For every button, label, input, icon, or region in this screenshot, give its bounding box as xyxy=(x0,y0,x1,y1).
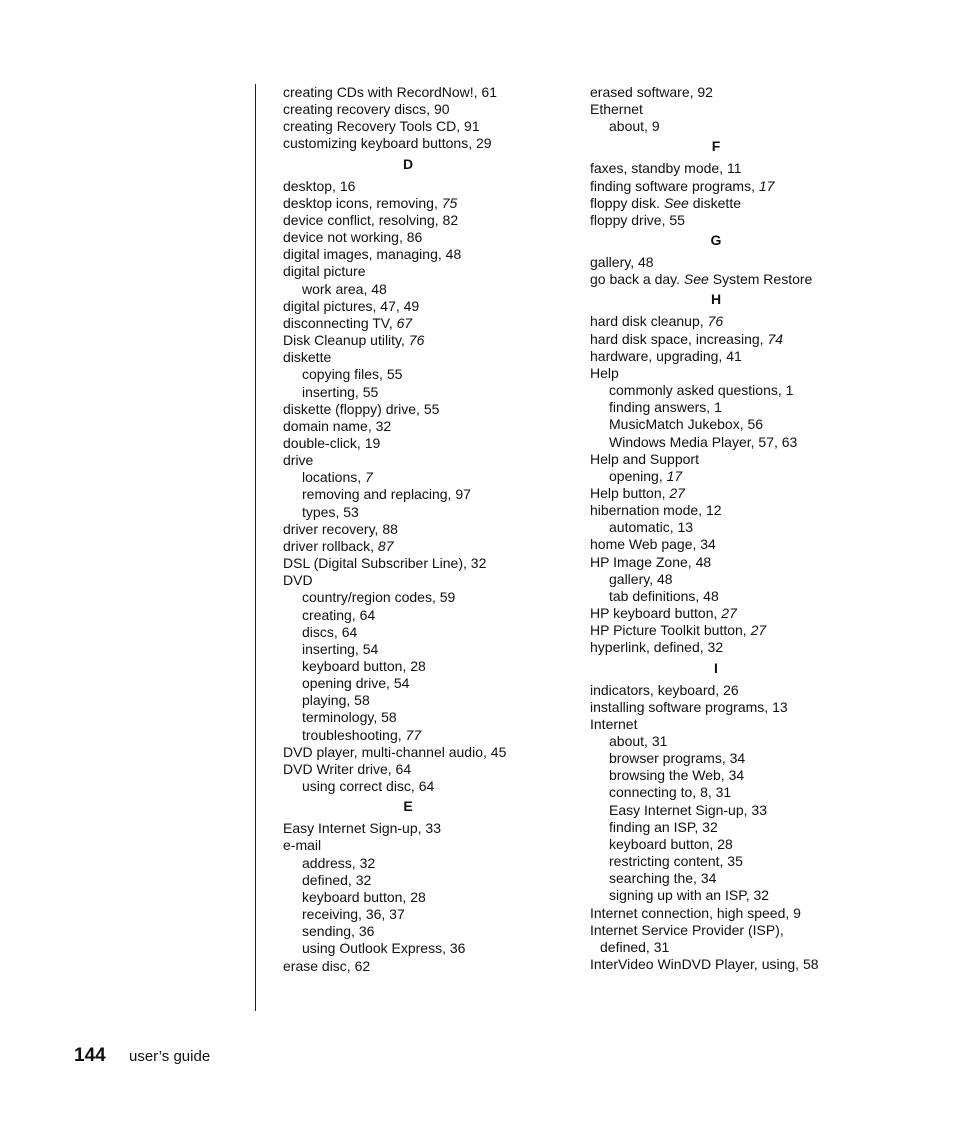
page-reference: 32 xyxy=(355,871,372,888)
page-reference: 47, 49 xyxy=(380,297,420,314)
page-reference: 88 xyxy=(382,520,398,537)
index-term: customizing keyboard buttons, xyxy=(283,135,476,152)
index-entry xyxy=(283,229,573,246)
page-reference: 9 xyxy=(651,118,660,135)
index-term: faxes, standby mode, xyxy=(590,160,727,177)
page-reference: 54 xyxy=(362,640,379,657)
page-reference: 55 xyxy=(423,400,440,417)
index-entry xyxy=(283,298,573,315)
index-subentry xyxy=(283,709,573,726)
index-entry xyxy=(590,699,890,716)
index-term: drive xyxy=(283,452,314,469)
see-target: diskette xyxy=(688,194,741,211)
index-entry xyxy=(283,315,573,332)
page-reference: 36 xyxy=(358,923,375,940)
index-entry xyxy=(283,195,573,212)
index-subentry xyxy=(283,675,573,692)
index-term: e-mail xyxy=(283,837,322,854)
index-term: automatic, xyxy=(609,519,678,536)
index-subentry xyxy=(590,870,890,887)
index-term: floppy drive, xyxy=(590,211,670,228)
index-subentry xyxy=(590,118,890,135)
page-reference: 28 xyxy=(717,835,733,852)
index-term: defined, xyxy=(302,871,356,888)
page-reference: 28 xyxy=(410,658,426,674)
page-reference: 48 xyxy=(695,553,712,570)
index-term: finding software programs, xyxy=(590,177,759,194)
index-term: digital picture xyxy=(283,263,366,280)
index-subentry xyxy=(590,416,890,433)
page-reference: 53 xyxy=(343,503,359,520)
page-reference: 31 xyxy=(653,938,670,955)
index-term: Internet Service Provider (ISP), xyxy=(590,921,784,938)
index-term: DVD player, multi-channel audio, xyxy=(283,743,491,760)
page-reference: 1 xyxy=(714,399,722,416)
index-term: sending, xyxy=(302,923,359,940)
index-subentry xyxy=(590,853,890,870)
index-term: finding answers, xyxy=(609,399,715,416)
index-subentry xyxy=(283,872,573,889)
index-entry xyxy=(283,246,573,263)
index-entry xyxy=(283,135,573,152)
index-section-letter: H xyxy=(710,291,722,308)
index-term: disconnecting TV, xyxy=(283,314,397,331)
see-target: System Restore xyxy=(708,271,813,288)
index-term: locations, xyxy=(302,469,366,486)
index-term: playing, xyxy=(302,692,355,709)
index-term: gallery, xyxy=(609,570,657,587)
index-entry xyxy=(283,212,573,229)
page-reference: 7 xyxy=(365,469,373,486)
index-entry xyxy=(283,84,573,101)
index-entry xyxy=(590,682,890,699)
index-term: keyboard button, xyxy=(302,658,411,674)
index-entry xyxy=(590,502,890,519)
page-reference: 61 xyxy=(481,84,497,100)
index-term: finding an ISP, xyxy=(609,818,703,835)
index-term: inserting, xyxy=(302,640,363,657)
index-subentry xyxy=(283,641,573,658)
index-term: indicators, keyboard, xyxy=(590,681,724,698)
index-subentry xyxy=(590,819,890,836)
index-term: domain name, xyxy=(283,417,376,434)
page-reference: 28 xyxy=(410,888,426,905)
page-reference: 57, 63 xyxy=(758,433,798,450)
index-entry xyxy=(283,263,573,280)
index-entry xyxy=(590,348,890,365)
page-reference: 41 xyxy=(726,347,742,364)
index-subentry xyxy=(590,519,890,536)
index-column-left xyxy=(283,84,573,975)
page-reference: 76 xyxy=(408,332,425,349)
index-term: digital pictures, xyxy=(283,297,381,314)
index-term: about, xyxy=(609,733,652,749)
index-subentry xyxy=(283,906,573,923)
index-term: Easy Internet Sign-up, xyxy=(283,820,426,837)
index-term: signing up with an ISP, xyxy=(609,887,754,904)
index-term: Disk Cleanup utility, xyxy=(283,332,409,349)
index-term: discs, xyxy=(302,623,342,640)
page-reference: 33 xyxy=(425,820,441,837)
index-term: Internet connection, high speed, xyxy=(590,904,794,921)
index-term: installing software programs, xyxy=(590,698,773,715)
index-entry xyxy=(590,536,890,553)
page-reference: 27 xyxy=(669,484,685,501)
index-term: hardware, upgrading, xyxy=(590,347,727,364)
index-term: home Web page, xyxy=(590,536,701,553)
index-entry xyxy=(590,485,890,502)
index-entry xyxy=(590,195,890,212)
page-reference: 34 xyxy=(700,536,716,553)
index-term: driver rollback, xyxy=(283,537,378,554)
index-subentry xyxy=(283,589,573,606)
page-reference: 58 xyxy=(381,709,397,726)
page-reference: 87 xyxy=(377,537,394,554)
page-reference: 59 xyxy=(439,589,456,606)
index-term: hard disk cleanup, xyxy=(590,313,708,330)
see-reference: See xyxy=(663,194,689,211)
page-reference: 77 xyxy=(405,726,422,743)
page-reference: 48 xyxy=(445,246,462,263)
index-term: copying files, xyxy=(302,366,387,383)
index-term: HP Picture Toolkit button, xyxy=(590,622,751,639)
index-entry xyxy=(283,572,573,589)
index-term: diskette (floppy) drive, xyxy=(283,400,424,417)
page-reference: 32 xyxy=(702,818,718,835)
index-entry xyxy=(590,956,890,973)
index-entry xyxy=(590,331,890,348)
index-term: DVD Writer drive, xyxy=(283,760,396,777)
page-reference: 56 xyxy=(747,416,764,433)
index-subentry xyxy=(590,767,890,784)
index-subentry xyxy=(590,836,890,853)
index-term: driver recovery, xyxy=(283,520,383,537)
index-subentry xyxy=(283,469,573,486)
index-subentry xyxy=(590,468,890,485)
index-entry xyxy=(590,160,890,177)
index-term: creating, xyxy=(302,606,360,623)
index-subentry xyxy=(283,692,573,709)
index-section-letter: I xyxy=(714,659,718,676)
index-term: erase disc, xyxy=(283,957,355,974)
index-entry xyxy=(283,452,573,469)
page-reference: 13 xyxy=(677,519,694,536)
page-reference: 91 xyxy=(464,118,480,135)
index-entry xyxy=(590,922,890,939)
index-entry xyxy=(590,939,890,956)
page-number: 144 xyxy=(74,1045,106,1066)
page-reference: 92 xyxy=(697,84,713,100)
page-reference: 90 xyxy=(433,101,450,118)
index-term: removing and replacing, xyxy=(302,486,456,503)
index-term: desktop icons, removing, xyxy=(283,194,442,211)
page-reference: 55 xyxy=(669,211,685,228)
index-column-right xyxy=(590,84,890,973)
index-subentry xyxy=(283,923,573,940)
page-reference: 67 xyxy=(396,314,413,331)
index-entry xyxy=(590,605,890,622)
index-entry xyxy=(283,761,573,778)
page-reference: 48 xyxy=(656,570,673,587)
index-entry xyxy=(283,555,573,572)
index-entry xyxy=(590,212,890,229)
index-term: keyboard button, xyxy=(302,888,411,905)
index-term: country/region codes, xyxy=(302,589,440,606)
index-subentry xyxy=(590,588,890,605)
index-entry xyxy=(590,84,890,101)
page-reference: 33 xyxy=(751,801,767,818)
index-term: gallery, xyxy=(590,254,638,271)
page-reference: 32 xyxy=(359,854,376,871)
index-term: diskette xyxy=(283,349,332,366)
page-reference: 58 xyxy=(802,956,819,973)
index-entry xyxy=(283,101,573,118)
index-subentry xyxy=(590,802,890,819)
index-term: Help and Support xyxy=(590,450,699,467)
index-term: troubleshooting, xyxy=(302,726,406,743)
index-term: Windows Media Player, xyxy=(609,433,759,450)
page-reference: 11 xyxy=(726,160,742,177)
index-entry xyxy=(283,744,573,761)
page-reference: 34 xyxy=(700,870,717,887)
page-reference: 62 xyxy=(354,957,371,974)
index-term: Help xyxy=(590,364,619,381)
index-entry xyxy=(590,716,890,733)
index-term: keyboard button, xyxy=(609,835,718,852)
index-term: restricting content, xyxy=(609,853,728,870)
index-subentry xyxy=(590,887,890,904)
index-term: defined, xyxy=(600,938,654,955)
index-entry xyxy=(590,101,890,118)
index-term: about, xyxy=(609,118,652,135)
index-entry xyxy=(590,178,890,195)
index-term: HP keyboard button, xyxy=(590,605,722,622)
page-reference: 54 xyxy=(393,675,410,692)
index-term: MusicMatch Jukebox, xyxy=(609,416,748,433)
index-term: work area, xyxy=(302,280,372,297)
index-term: Internet xyxy=(590,715,638,732)
page-reference: 29 xyxy=(476,135,492,152)
index-subentry xyxy=(283,624,573,641)
index-entry xyxy=(283,178,573,195)
page-reference: 64 xyxy=(359,606,376,623)
index-entry xyxy=(283,401,573,418)
index-term: Easy Internet Sign-up, xyxy=(609,801,752,818)
index-term: digital images, managing, xyxy=(283,246,446,263)
index-entry xyxy=(283,435,573,452)
index-term: tab definitions, xyxy=(609,587,704,604)
index-subentry xyxy=(283,504,573,521)
index-section-letter: G xyxy=(710,232,722,249)
index-entry xyxy=(590,905,890,922)
index-entry xyxy=(590,554,890,571)
page-reference: 86 xyxy=(406,229,423,246)
index-term: InterVideo WinDVD Player, using, xyxy=(590,956,803,973)
index-subentry xyxy=(283,855,573,872)
index-term: hibernation mode, xyxy=(590,502,706,519)
index-term: desktop, xyxy=(283,177,340,194)
index-term: using correct disc, xyxy=(302,778,419,795)
page-reference: 1 xyxy=(785,382,794,399)
index-subentry xyxy=(590,571,890,588)
index-entry xyxy=(283,332,573,349)
index-term: erased software, xyxy=(590,84,698,100)
index-entry xyxy=(283,349,573,366)
index-entry xyxy=(590,271,890,288)
page-reference: 74 xyxy=(767,330,784,347)
index-term: device not working, xyxy=(283,229,407,246)
index-term: opening, xyxy=(609,467,667,484)
index-entry xyxy=(590,451,890,468)
index-entry xyxy=(283,820,573,837)
page-reference: 36 xyxy=(449,940,466,957)
index-section-letter: D xyxy=(402,155,414,172)
index-subentry xyxy=(283,607,573,624)
page-reference: 35 xyxy=(727,853,743,870)
index-subentry xyxy=(283,940,573,957)
index-subentry xyxy=(590,733,890,750)
index-entry xyxy=(590,622,890,639)
page-reference: 64 xyxy=(341,623,358,640)
index-section-letter: E xyxy=(403,798,413,815)
index-term: types, xyxy=(302,503,344,520)
index-term: opening drive, xyxy=(302,675,394,692)
index-term: Help button, xyxy=(590,484,670,501)
index-subentry xyxy=(283,486,573,503)
index-term: creating CDs with RecordNow!, xyxy=(283,84,482,100)
page-reference: 58 xyxy=(354,692,370,709)
index-term: inserting, xyxy=(302,383,363,400)
index-entry xyxy=(590,365,890,382)
page-reference: 75 xyxy=(441,194,458,211)
page-reference: 48 xyxy=(637,254,654,271)
page-reference: 19 xyxy=(364,434,381,451)
index-entry xyxy=(283,538,573,555)
page-reference: 27 xyxy=(750,622,767,639)
page-reference: 34 xyxy=(729,750,746,767)
index-entry xyxy=(590,254,890,271)
page-reference: 97 xyxy=(455,486,471,503)
page-reference: 27 xyxy=(721,605,737,622)
index-term: hard disk space, increasing, xyxy=(590,330,768,347)
page-reference: 64 xyxy=(395,760,412,777)
page-reference: 55 xyxy=(386,366,403,383)
page-reference: 82 xyxy=(442,211,459,228)
index-term: go back a day. xyxy=(590,271,684,288)
index-subentry xyxy=(590,382,890,399)
index-term: searching the, xyxy=(609,870,701,887)
index-term: HP Image Zone, xyxy=(590,553,696,570)
index-entry xyxy=(283,837,573,854)
page-reference: 31 xyxy=(651,733,668,749)
index-entry xyxy=(283,521,573,538)
index-term: receiving, xyxy=(302,906,366,923)
index-term: terminology, xyxy=(302,709,382,726)
index-term: creating recovery discs, xyxy=(283,101,434,118)
page-reference: 34 xyxy=(728,767,745,784)
page-reference: 45 xyxy=(490,743,507,760)
page-reference: 17 xyxy=(758,177,775,194)
index-term: commonly asked questions, xyxy=(609,382,786,399)
page-reference: 12 xyxy=(705,502,722,519)
index-term: browser programs, xyxy=(609,750,730,767)
index-term: floppy disk. xyxy=(590,194,664,211)
page-reference: 17 xyxy=(666,467,683,484)
page-reference: 36, 37 xyxy=(365,906,405,923)
index-subentry xyxy=(283,889,573,906)
page-reference: 48 xyxy=(703,587,719,604)
index-entry xyxy=(283,418,573,435)
index-term: Ethernet xyxy=(590,101,643,118)
index-term: creating Recovery Tools CD, xyxy=(283,118,465,135)
index-term: double-click, xyxy=(283,434,365,451)
index-subentry xyxy=(283,384,573,401)
index-section-letter: F xyxy=(711,138,721,155)
index-term: connecting to, xyxy=(609,784,701,801)
index-subentry xyxy=(590,434,890,451)
page-reference: 32 xyxy=(375,417,392,434)
index-subentry xyxy=(283,658,573,675)
page-reference: 13 xyxy=(772,698,788,715)
index-subentry xyxy=(283,778,573,795)
page-reference: 64 xyxy=(418,778,435,795)
index-subentry xyxy=(283,366,573,383)
index-subentry xyxy=(283,727,573,744)
index-subentry xyxy=(590,750,890,767)
see-reference: See xyxy=(683,271,709,288)
page-reference: 48 xyxy=(371,280,387,297)
index-term: DSL (Digital Subscriber Line), xyxy=(283,555,471,572)
index-term: address, xyxy=(302,854,360,871)
column-rule xyxy=(255,84,256,1011)
index-term: using Outlook Express, xyxy=(302,940,450,957)
index-term: device conflict, resolving, xyxy=(283,211,443,228)
index-term: browsing the Web, xyxy=(609,767,729,784)
index-term: hyperlink, defined, xyxy=(590,639,708,656)
page-reference: 32 xyxy=(753,887,770,904)
index-subentry xyxy=(590,784,890,801)
page-reference: 76 xyxy=(707,313,724,330)
index-subentry xyxy=(283,281,573,298)
index-entry xyxy=(283,118,573,135)
page-footer-label: user’s guide xyxy=(129,1048,211,1065)
index-entry xyxy=(590,313,890,330)
page-reference: 32 xyxy=(470,555,487,572)
page-reference: 9 xyxy=(793,904,801,921)
page-reference: 32 xyxy=(707,639,724,656)
index-term: DVD xyxy=(283,572,313,589)
index-entry xyxy=(590,639,890,656)
page-reference: 26 xyxy=(723,681,739,698)
index-entry xyxy=(283,958,573,975)
page-reference: 55 xyxy=(362,383,379,400)
index-subentry xyxy=(590,399,890,416)
page-reference: 16 xyxy=(339,177,356,194)
page-reference: 8, 31 xyxy=(700,784,732,801)
